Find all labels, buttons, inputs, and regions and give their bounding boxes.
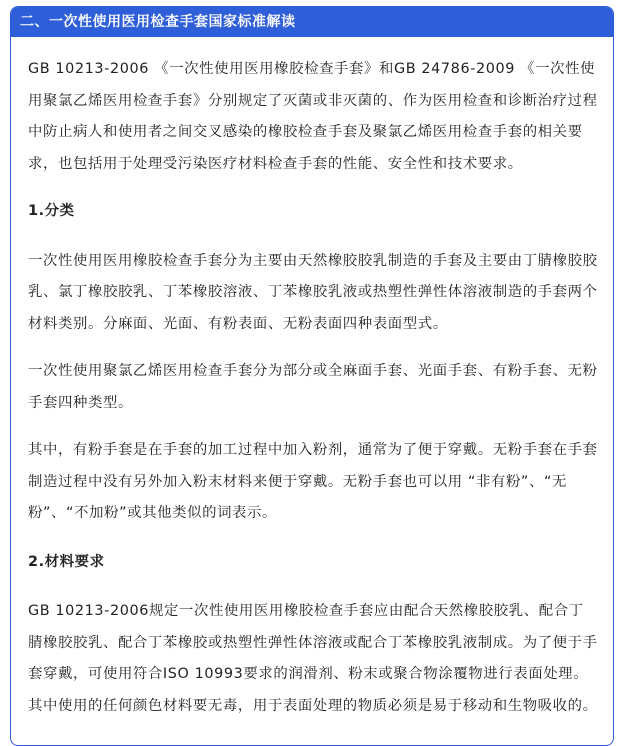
classification-heading: 1.分类	[28, 203, 75, 219]
material-heading: 2.材料要求	[28, 553, 105, 570]
article-body	[11, 54, 613, 722]
pvc-gloves-paragraph: 一次性使用聚氯乙烯医用检查手套分为部分或全麻面手套、光面手套、有粉手套、无粉手套四种类型。	[28, 363, 598, 411]
powder-note-paragraph: 其中，有粉手套是在手套的加工过程中加入粉剂，通常为了便于穿戴。无粉手套在手套制造过程中没有另外加入粉末材料来便于穿戴。无粉手套也可以用 “非有粉”、“无粉”、“不加粉”或其他类似的词表示。	[28, 442, 598, 521]
material-requirements-paragraph: GB 10213-2006规定一次性使用医用橡胶检查手套应由配合天然橡胶胶乳、配合丁腈橡胶胶乳、配合丁苯橡胶或热塑性弹性体溶液或配合丁苯橡胶乳液制成。为了便于手套穿戴，可使用符合ISO 10993要求的润滑剂、粉末或聚合物涂覆物进行表面处理。其中使用的任何颜色材料要无毒，用于表面处理的物质必须是易于移动和生物吸收的。	[28, 603, 598, 714]
section-title: 二、一次性使用医用检查手套国家标准解读	[11, 7, 613, 37]
standard-card	[10, 6, 614, 746]
intro-paragraph: GB 10213-2006 《一次性使用医用橡胶检查手套》和GB 24786-2009 《一次性使用聚氯乙烯医用检查手套》分别规定了灭菌或非灭菌的、作为医用检查和诊断治疗过程中防止病人和使用者之间交叉感染的橡胶检查手套及聚氯乙烯医用检查手套的相关要求，也包括用于处理受污染医疗材料检查手套的性能、安全性和技术要求。	[28, 61, 598, 172]
rubber-gloves-paragraph: 一次性使用医用橡胶检查手套分为主要由天然橡胶胶乳制造的手套及主要由丁腈橡胶胶乳、氯丁橡胶胶乳、丁苯橡胶溶液、丁苯橡胶乳液或热塑性弹性体溶液制造的手套两个材料类别。分麻面、光面、有粉表面、无粉表面四种表面型式。	[28, 252, 598, 332]
